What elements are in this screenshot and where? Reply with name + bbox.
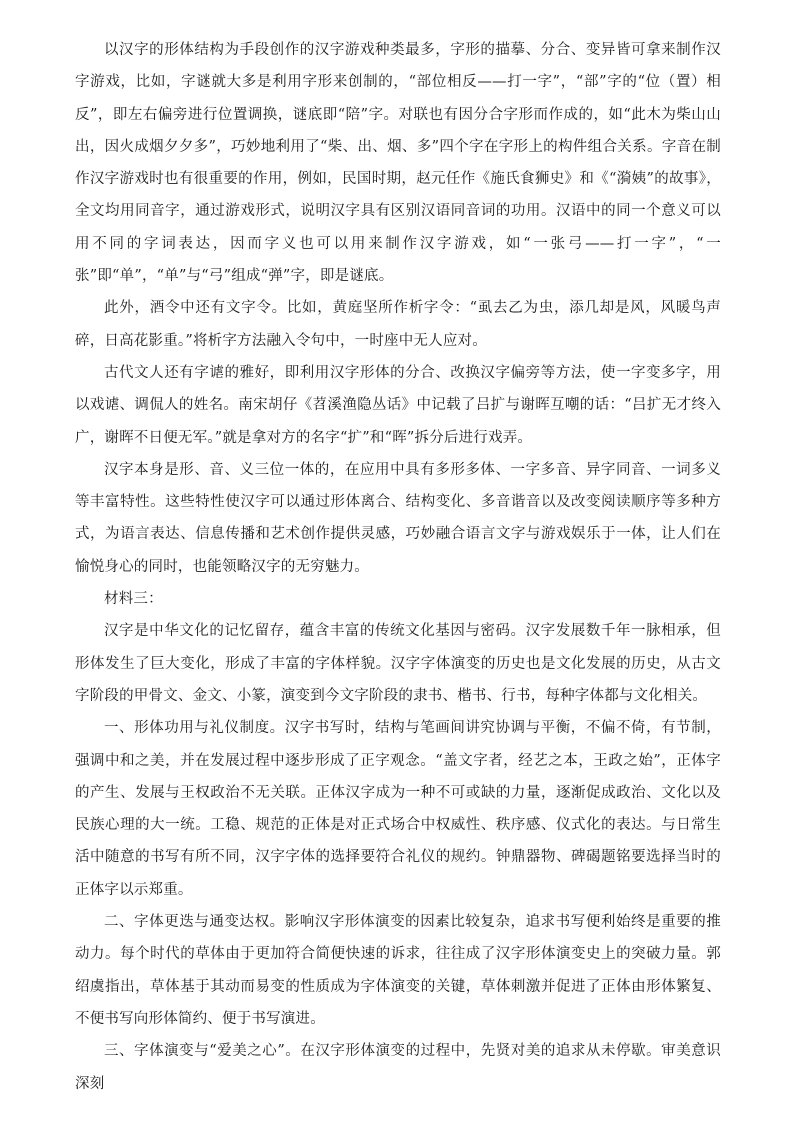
paragraph-love-of-beauty: 三、字体演变与“爱美之心”。在汉字形体演变的过程中，先贤对美的追求从未停歇。审美意识深刻 [75,1043,721,1092]
paragraph-drinking-game: 此外，酒令中还有文字令。比如，黄庭坚所作析字令：“虱去乙为虫，添几却是风，风暖鸟声碎，日高花影重。”将析字方法融入令句中，一时座中无人应对。 [75,300,721,349]
paragraph-character-features: 汉字本身是形、音、义三位一体的，在应用中具有多形多体、一字多音、异字同音、一词多义等丰富特性。这些特性使汉字可以通过形体离合、结构变化、多音谐音以及改变阅读顺序等多种方式，为语言表达、信息传播和艺术创作提供灵感，巧妙融合语言文字与游戏娱乐于一体，让人们在愉悦身心的同时，也能领略汉字的无穷魅力。 [75,461,721,575]
paragraph-name-jokes: 古代文人还有字谑的雅好，即利用汉字形体的分合、改换汉字偏旁等方法，使一字变多字，用以戏谑、调侃人的姓名。南宋胡仔《苕溪渔隐丛话》中记载了吕扩与谢晖互嘲的话：“吕扩无才终入广，谢晖不日便无军。”就是拿对方的名字“扩”和“晖”拆分后进行戏弄。 [75,364,721,446]
paragraph-character-games: 以汉字的形体结构为手段创作的汉字游戏种类最多，字形的描摹、分合、变异皆可拿来制作汉字游戏，比如，字谜就大多是利用字形来创制的，“部位相反——打一字”，“部”字的“位（置）相反”，即左右偏旁进行位置调换，谜底即“陪”字。对联也有因分合字形而作成的，如“此木为柴山山出，因火成烟夕夕多”，巧妙地利用了“柴、出、烟、多”四个字在字形上的构件组合关系。字音在制作汉字游戏时也有很重要的作用，例如，民国时期，赵元任作《施氏食狮史》和《“漪姨”的故事》，全文均用同音字，通过游戏形式，说明汉字具有区别汉语同音词的功用。汉语中的同一个意义可以用不同的字词表达，因而字义也可以用来制作汉字游戏，如“一张弓——打一字”，“一张”即“单”，“单”与“弓”组成“弹”字，即是谜底。 [75,42,721,285]
paragraph-culture-memory: 汉字是中华文化的记忆留存，蕴含丰富的传统文化基因与密码。汉字发展数千年一脉相承，但形体发生了巨大变化，形成了丰富的字体样貌。汉字字体演变的历史也是文化发展的历史，从古文字阶段的甲骨文、金文、小篆，演变到今文字阶段的隶书、楷书、行书，每种字体都与文化相关。 [75,623,721,704]
paragraph-script-change: 二、字体更迭与通变达权。影响汉字形体演变的因素比较复杂，追求书写便利始终是重要的推动力。每个时代的草体由于更加符合简便快速的诉求，往往成了汉字形体演变史上的突破力量。郭绍虞指出，草体基于其动而易变的性质成为字体演变的关键，草体刺激并促进了正体由形体繁复、不便书写向形体简约、便于书写演进。 [75,914,721,1027]
document-page [75,34,721,1100]
section-heading-material-three: 材料三： [104,591,163,608]
paragraph-form-and-ritual: 一、形体功用与礼仪制度。汉字书写时，结构与笔画间讲究协调与平衡，不偏不倚，有节制，强调中和之美，并在发展过程中逐步形成了正字观念。“盖文字者，经艺之本，王政之始”，正体字的产生、发展与王权政治不无关联。正体汉字成为一种不可或缺的力量，逐渐促成政治、文化以及民族心理的大一统。工稳、规范的正体是对正式场合中权威性、秩序感、仪式化的表达。与日常生活中随意的书写有所不同，汉字字体的选择要符合礼仪的规约。钟鼎器物、碑碣题铭要选择当时的正体字以示郑重。 [75,720,721,898]
